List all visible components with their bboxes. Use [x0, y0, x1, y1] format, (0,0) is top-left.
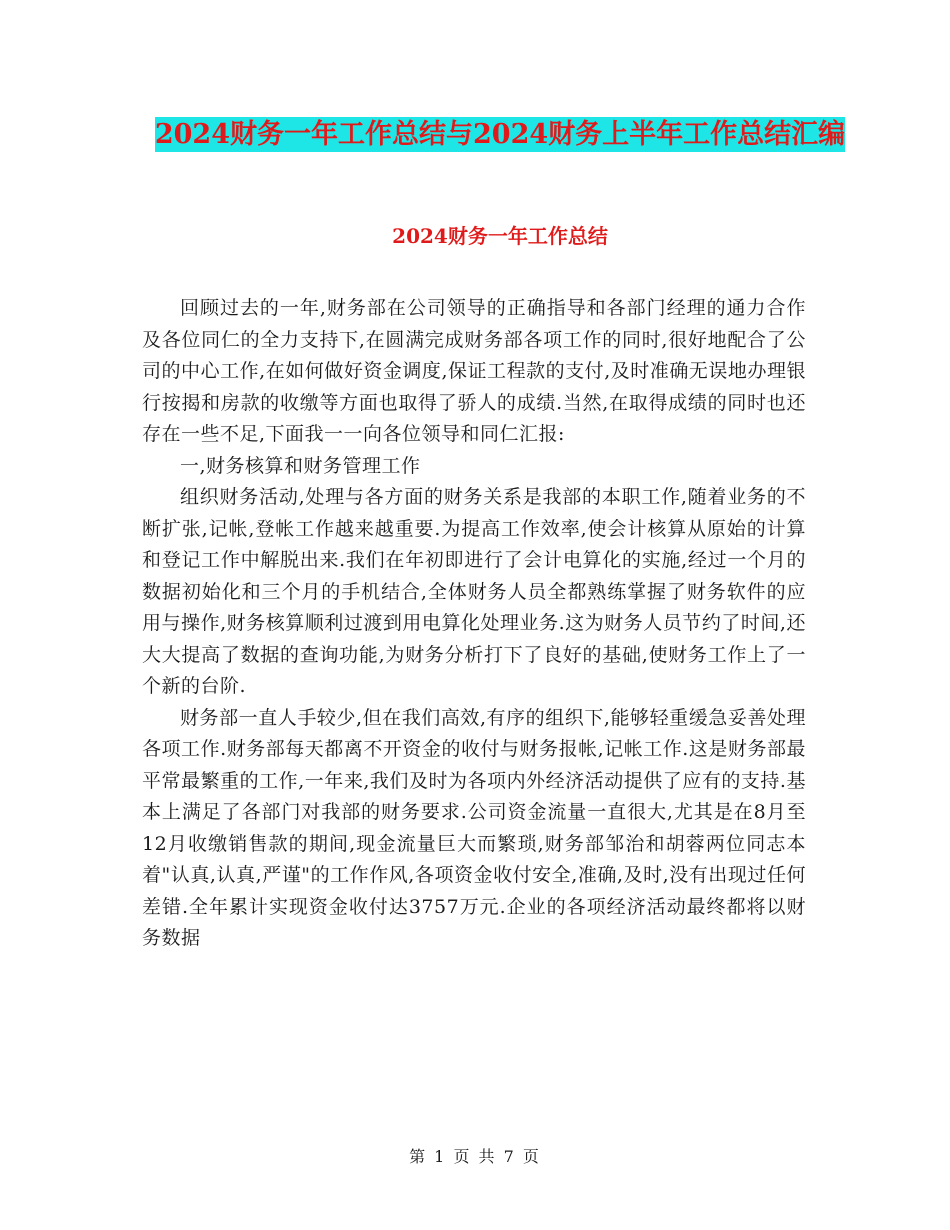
paragraph-funds: 财务部一直人手较少,但在我们高效,有序的组织下,能够轻重缓急妥善处理各项工作.财务部每天都离不开资金的收付与财务报帐,记帐工作.这是财务部最平常最繁重的工作,一年来,我们及时为各项内外经济活动提供了应有的支持.基本上满足了各部门对我部的财务要求.公司资金流量一直很大,尤其是在8月至12月收缴销售款的期间,现金流量巨大而繁琐,财务部邹治和胡蓉两位同志本着"认真,认真,严谨"的工作作风,各项资金收付安全,准确,及时,没有出现过任何差错.全年累计实现资金收付达3757万元.企业的各项经济活动最终都将以财务数据 [142, 706, 806, 949]
page-number-footer: 第 1 页 共 7 页 [409, 1147, 541, 1166]
paragraph-intro: 回顾过去的一年,财务部在公司领导的正确指导和各部门经理的通力合作及各位同仁的全力支持下,在圆满完成财务部各项工作的同时,很好地配合了公司的中心工作,在如何做好资金调度,保证工程款的支付,及时准确无误地办理银行按揭和房款的收缴等方面也取得了骄人的成绩.当然,在取得成绩的同时也还存在一些不足,下面我一一向各位领导和同仁汇报: [142, 297, 806, 445]
document-body [142, 293, 806, 955]
document-title-text: 2024财务一年工作总结与2024财务上半年工作总结汇编 [154, 119, 846, 150]
paragraph-accounting: 组织财务活动,处理与各方面的财务关系是我部的本职工作,随着业务的不断扩张,记帐,登帐工作越来越重要.为提高工作效率,使会计核算从原始的计算和登记工作中解脱出来.我们在年初即进行了会计电算化的实施,经过一个月的数据初始化和三个月的手机结合,全体财务人员全都熟练掌握了财务软件的应用与操作,财务核算顺利过渡到用电算化处理业务.这为财务人员节约了时间,还大大提高了数据的查询功能,为财务分析打下了良好的基础,使财务工作上了一个新的台阶. [142, 486, 806, 697]
document-title [140, 112, 860, 157]
section-title: 2024财务一年工作总结 [392, 224, 608, 248]
paragraph-heading-1: 一,财务核算和财务管理工作 [180, 454, 421, 477]
